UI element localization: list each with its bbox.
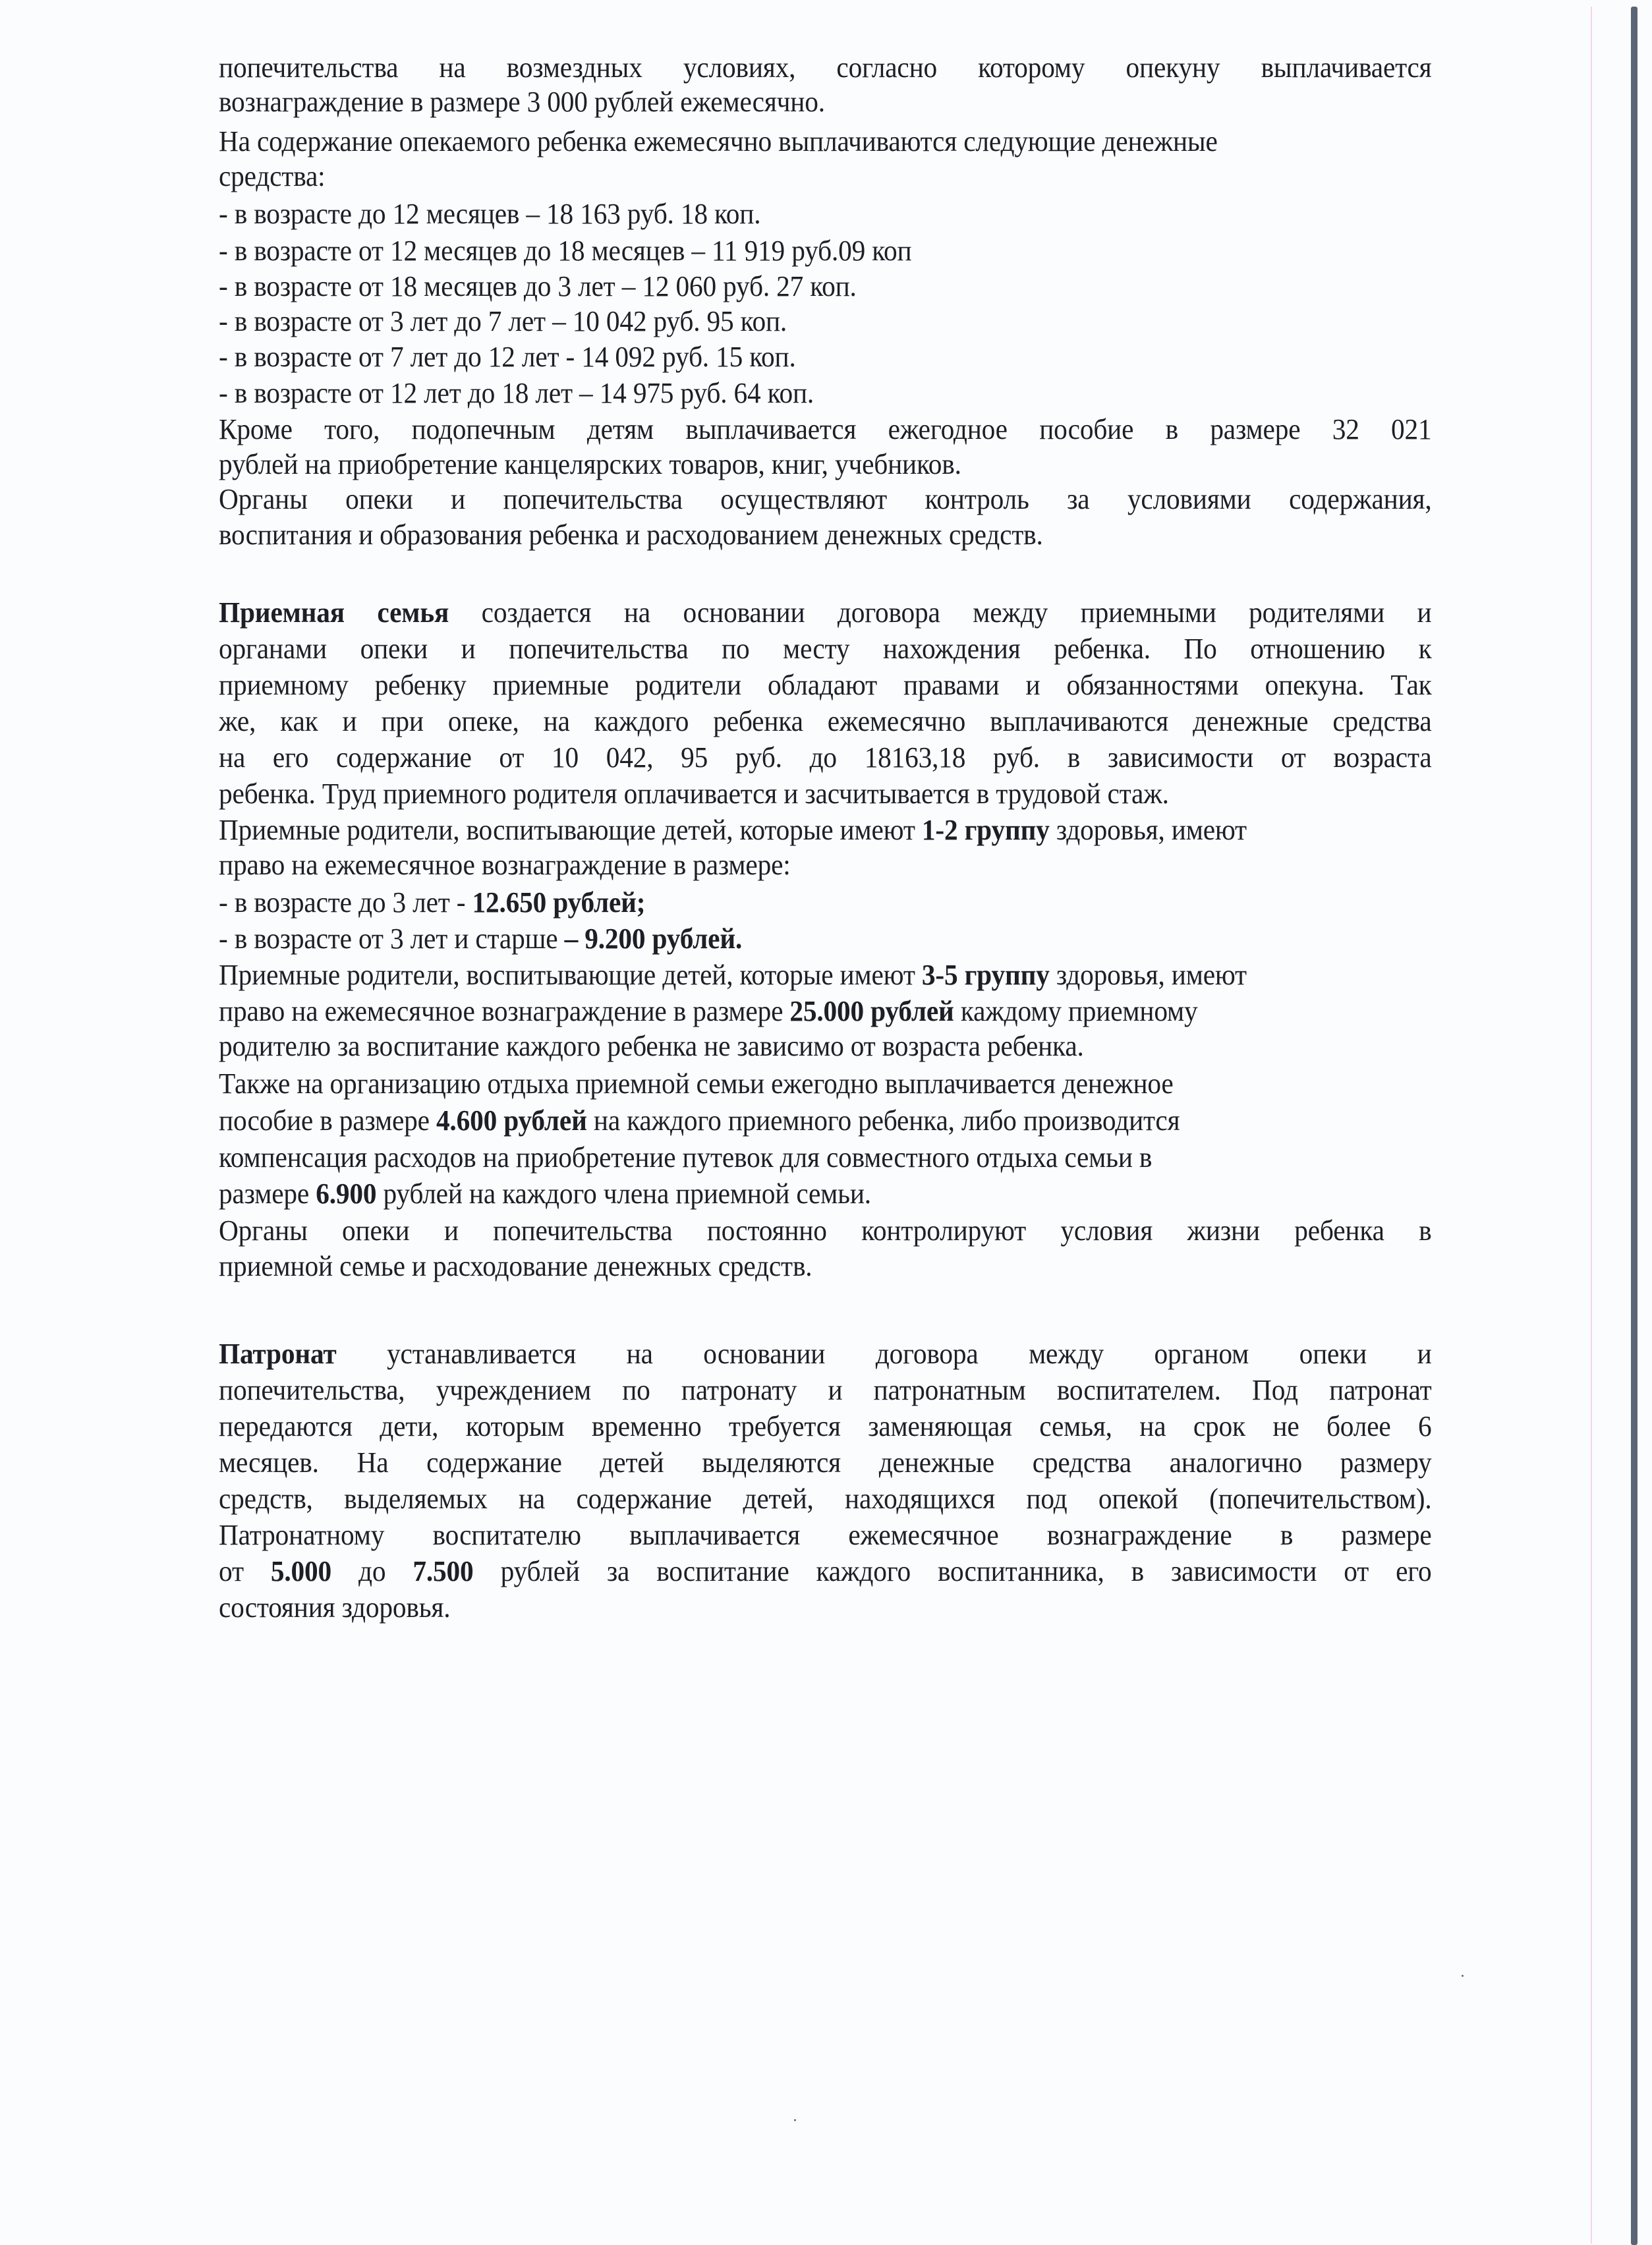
patronage-text: до <box>331 1555 413 1587</box>
margin-line <box>1591 7 1592 2244</box>
rest-text: на каждого приемного ребенка, либо производится <box>586 1104 1180 1137</box>
rest-amount: 4.600 рублей <box>436 1104 587 1137</box>
guardianship-intro-line-2: вознаграждение в размере 3 000 рублей ежемесячно. <box>219 86 825 118</box>
foster-family-line-1-text: создается на основании договора между приемными родителями и <box>449 596 1432 629</box>
health-group-text: право на ежемесячное вознаграждение в размере <box>219 995 790 1027</box>
foster-family-line-3: приемному ребенку приемные родители обладают правами и обязанностями опекуна. Так <box>219 669 1432 701</box>
reward-text: - в возрасте от 3 лет и старше <box>219 923 565 955</box>
reward-3-plus <box>219 923 1432 955</box>
patronage-line-5: средств, выделяемых на содержание детей, находящихся под опекой (попечительством). <box>219 1483 1432 1515</box>
patronage-line-4: месяцев. На содержание детей выделяются денежные средства аналогично размеру <box>219 1446 1432 1479</box>
allowance-item: - в возрасте от 12 месяцев до 18 месяцев – 11 919 руб.09 коп <box>219 235 912 267</box>
guardianship-intro-line-1: попечительства на возмездных условиях, согласно которому опекуну выплачивается <box>219 51 1432 84</box>
allowance-item: - в возрасте от 3 лет до 7 лет – 10 042 руб. 95 коп. <box>219 305 787 337</box>
patronage-term: Патронат <box>219 1338 337 1370</box>
rest-text: пособие в размере <box>219 1104 436 1137</box>
foster-family-line-6: ребенка. Труд приемного родителя оплачивается и засчитывается в трудовой стаж. <box>219 778 1169 810</box>
patronage-line-1-text: устанавливается на основании договора между органом опеки и <box>336 1338 1432 1370</box>
scan-speck <box>1462 1975 1464 1977</box>
foster-control-line-1: Органы опеки и попечительства постоянно контролируют условия жизни ребенка в <box>219 1214 1432 1247</box>
reward-under-3 <box>219 886 1432 919</box>
patronage-amount-min: 5.000 <box>270 1555 332 1587</box>
foster-family-term: Приемная семья <box>219 596 449 629</box>
foster-family-line-4: же, как и при опеке, на каждого ребенка ежемесячно выплачиваются денежные средства <box>219 705 1432 737</box>
allowance-intro-line-1: На содержание опекаемого ребенка ежемесячно выплачиваются следующие денежные <box>219 125 1218 157</box>
patronage-line-6: Патронатному воспитателю выплачивается ежемесячное вознаграждение в размере <box>219 1519 1432 1551</box>
annual-allowance-line-2: рублей на приобретение канцелярских товаров, книг, учебников. <box>219 448 961 480</box>
reward-amount: – 9.200 рублей. <box>564 923 743 955</box>
guardianship-control-line-2: воспитания и образования ребенка и расходованием денежных средств. <box>219 519 1043 551</box>
rest-text: рублей на каждого члена приемной семьи. <box>376 1178 871 1210</box>
scan-speck <box>794 2119 796 2121</box>
annual-allowance-line-1: Кроме того, подопечным детям выплачивается ежегодное пособие в размере 32 021 <box>219 413 1432 445</box>
rest-allowance-line-2 <box>219 1104 1432 1137</box>
patronage-amount-max: 7.500 <box>413 1555 474 1587</box>
reward-text: - в возрасте до 3 лет - <box>219 886 472 919</box>
reward-amount: 12.650 рублей; <box>472 886 646 919</box>
health-group-text: Приемные родители, воспитывающие детей, которые имеют <box>219 959 922 991</box>
patronage-text: рублей за воспитание каждого воспитанника, в зависимости от его <box>473 1555 1432 1587</box>
patronage-line-7 <box>219 1555 1432 1588</box>
reward-amount: 25.000 рублей <box>789 995 954 1027</box>
health-group-text: здоровья, имеют <box>1049 814 1247 846</box>
foster-family-line-1 <box>219 596 1432 629</box>
allowance-item: - в возрасте до 12 месяцев – 18 163 руб. 18 коп. <box>219 198 761 230</box>
health-group-3-5-line-2 <box>219 995 1432 1028</box>
health-group-3-5-line-1 <box>219 959 1432 992</box>
patronage-line-3: передаются дети, которым временно требуется заменяющая семья, на срок не более 6 <box>219 1410 1432 1442</box>
health-group-label: 1-2 группу <box>921 814 1050 846</box>
health-group-text: Приемные родители, воспитывающие детей, которые имеют <box>219 814 922 846</box>
health-group-3-5-line-3: родителю за воспитание каждого ребенка не зависимо от возраста ребенка. <box>219 1030 1084 1062</box>
rest-allowance-line-1: Также на организацию отдыха приемной семьи ежегодно выплачивается денежное <box>219 1067 1174 1100</box>
health-group-1-2-line-1 <box>219 814 1432 847</box>
patronage-text: от <box>219 1555 271 1587</box>
foster-family-line-2: органами опеки и попечительства по месту нахождения ребенка. По отношению к <box>219 633 1432 665</box>
guardianship-control-line-1: Органы опеки и попечительства осуществляют контроль за условиями содержания, <box>219 483 1432 515</box>
patronage-line-8: состояния здоровья. <box>219 1591 451 1624</box>
health-group-label: 3-5 группу <box>921 959 1050 991</box>
health-group-1-2-line-2: право на ежемесячное вознаграждение в размере: <box>219 849 791 881</box>
foster-family-line-5: на его содержание от 10 042, 95 руб. до 18163,18 руб. в зависимости от возраста <box>219 741 1432 774</box>
allowance-item: - в возрасте от 18 месяцев до 3 лет – 12 060 руб. 27 коп. <box>219 270 857 302</box>
allowance-item: - в возрасте от 7 лет до 12 лет - 14 092 руб. 15 коп. <box>219 341 796 373</box>
rest-text: размере <box>219 1178 316 1210</box>
patronage-line-2: попечительства, учреждением по патронату и патронатным воспитателем. Под патронат <box>219 1374 1432 1406</box>
allowance-intro-line-2: средства: <box>219 160 326 192</box>
patronage-line-1 <box>219 1338 1432 1371</box>
allowance-item: - в возрасте от 12 лет до 18 лет – 14 975 руб. 64 коп. <box>219 377 814 409</box>
scan-edge <box>1631 7 1638 2245</box>
rest-amount: 6.900 <box>316 1178 377 1210</box>
health-group-text: каждому приемному <box>954 995 1198 1027</box>
foster-control-line-2: приемной семье и расходование денежных средств. <box>219 1250 812 1282</box>
health-group-text: здоровья, имеют <box>1049 959 1247 991</box>
rest-allowance-line-4 <box>219 1178 1432 1210</box>
rest-allowance-line-3: компенсация расходов на приобретение путевок для совместного отдыха семьи в <box>219 1141 1153 1174</box>
